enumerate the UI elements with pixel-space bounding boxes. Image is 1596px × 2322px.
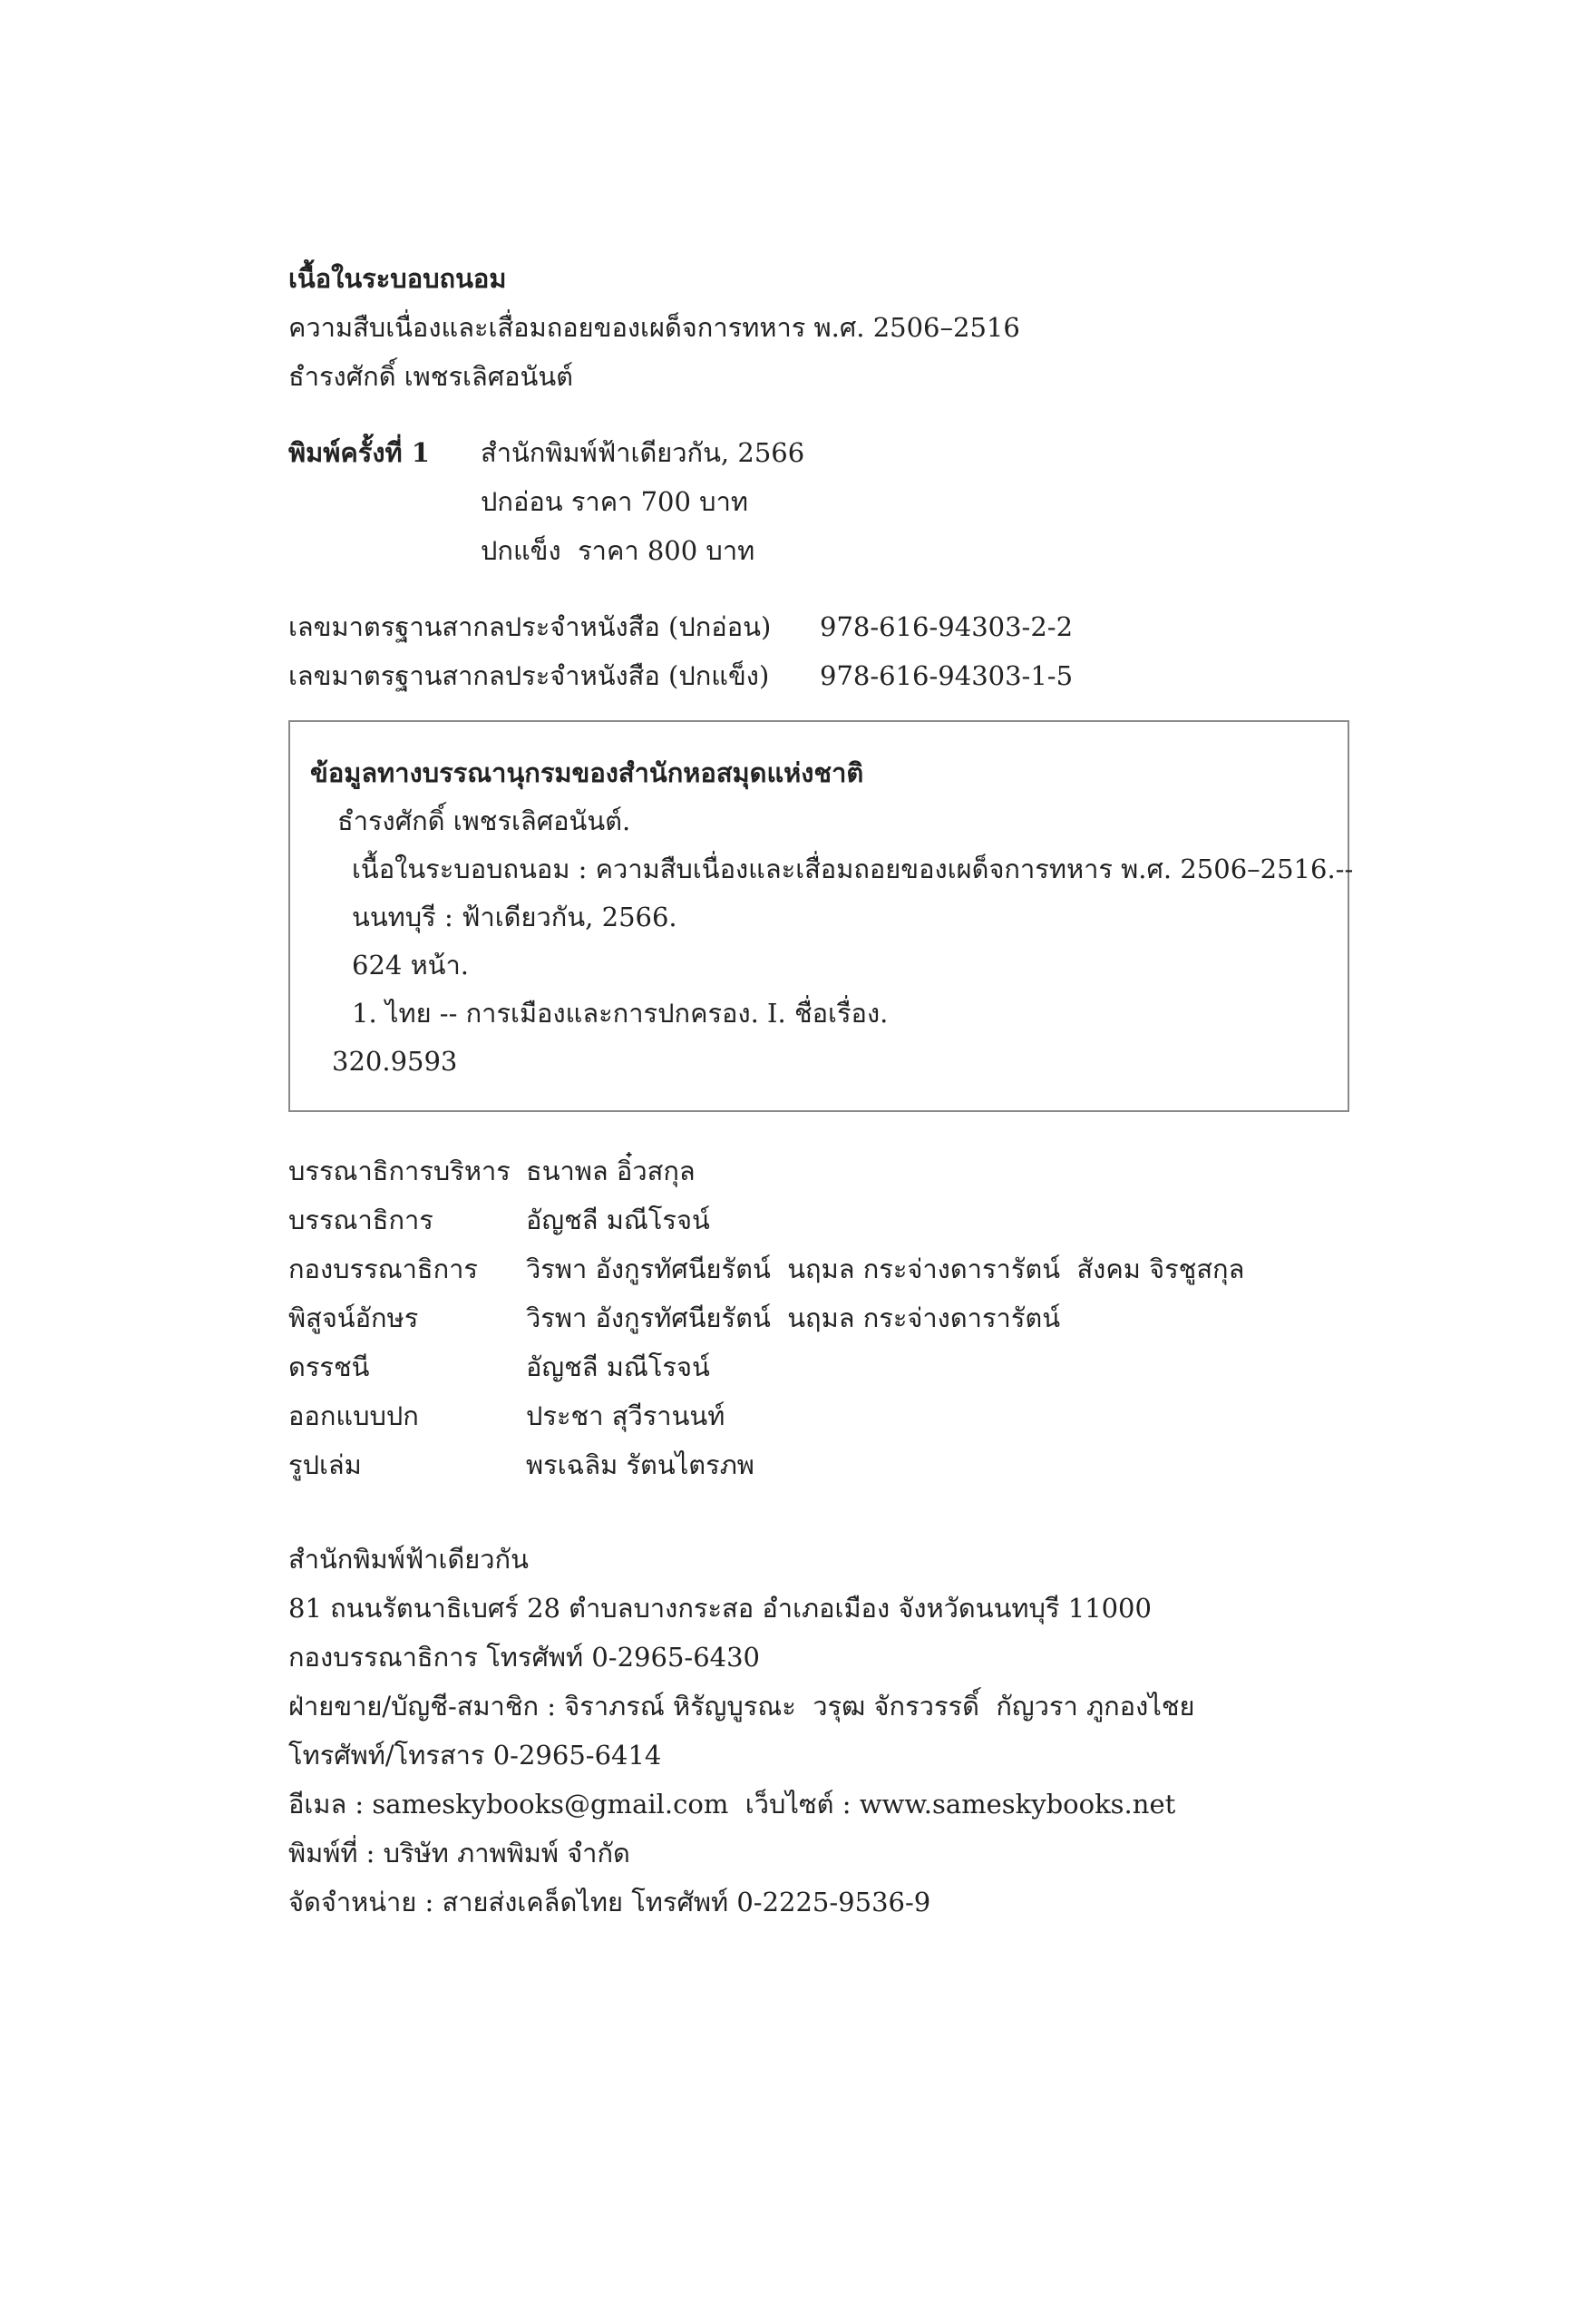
isbn-value: 978-616-94303-1-5 bbox=[820, 660, 1074, 691]
isbn-value: 978-616-94303-2-2 bbox=[820, 611, 1074, 642]
credit-row bbox=[288, 1146, 1358, 1195]
isbn-label: เลขมาตรฐานสากลประจำหนังสือ (ปกแข็ง) bbox=[288, 660, 770, 691]
publisher-editorial-phone: กองบรรณาธิการ โทรศัพท์ 0-2965-6430 bbox=[288, 1642, 761, 1673]
credit-names: อัญชลี มณีโรจน์ bbox=[526, 1205, 710, 1235]
cip-author-entry: ธำรงศักดิ์ เพชรเลิศอนันต์. bbox=[337, 805, 631, 836]
credit-row bbox=[288, 1440, 1358, 1489]
edition-details bbox=[481, 428, 1358, 575]
cip-record-box bbox=[288, 720, 1354, 1112]
cip-classification: 320.9593 bbox=[332, 1046, 458, 1077]
cip-heading: ข้อมูลทางบรรณานุกรมของสำนักหอสมุดแห่งชาติ bbox=[310, 757, 864, 788]
publisher-email-web: อีเมล : sameskybooks@gmail.com เว็บไซต์ : www.sameskybooks.net bbox=[288, 1789, 1176, 1820]
credit-names: วิรพา อังกูรทัศนียรัตน์ นฤมล กระจ่างดารารัตน์ สังคม จิรชูสกุล bbox=[526, 1254, 1245, 1284]
cip-subjects: 1. ไทย -- การเมืองและการปกครอง. I. ชื่อเรื่อง. bbox=[352, 998, 889, 1029]
paperback-price: ปกอ่อน ราคา 700 บาท bbox=[481, 486, 748, 517]
publisher-block bbox=[288, 1535, 1358, 1927]
publisher-printer: พิมพ์ที่ : บริษัท ภาพพิมพ์ จำกัด bbox=[288, 1838, 630, 1868]
book-author: ธำรงศักดิ์ เพชรเลิศอนันต์ bbox=[288, 361, 574, 392]
credit-names: อัญชลี มณีโรจน์ bbox=[526, 1351, 710, 1382]
cip-title-entry: เนื้อในระบอบถนอม : ความสืบเนื่องและเสื่อมถอยของเผด็จการทหาร พ.ศ. 2506–2516.-- bbox=[352, 854, 1354, 884]
isbn-row-paperback bbox=[288, 602, 1358, 651]
credit-row bbox=[288, 1391, 1358, 1440]
credit-row bbox=[288, 1293, 1358, 1342]
isbn-label: เลขมาตรฐานสากลประจำหนังสือ (ปกอ่อน) bbox=[288, 611, 772, 642]
credit-role: บรรณาธิการ bbox=[288, 1205, 433, 1235]
cip-imprint: นนทบุรี : ฟ้าเดียวกัน, 2566. bbox=[352, 902, 677, 932]
credit-names: วิรพา อังกูรทัศนียรัตน์ นฤมล กระจ่างดารารัตน์ bbox=[526, 1302, 1061, 1333]
isbn-row-hardcover bbox=[288, 651, 1358, 700]
credit-role: กองบรรณาธิการ bbox=[288, 1254, 479, 1284]
cip-pages: 624 หน้า. bbox=[352, 950, 470, 981]
credit-role: บรรณาธิการบริหาร bbox=[288, 1156, 511, 1186]
edition-label: พิมพ์ครั้งที่ 1 bbox=[288, 437, 430, 468]
credit-role: ดรรชนี bbox=[288, 1351, 370, 1382]
edition-publisher-year: สำนักพิมพ์ฟ้าเดียวกัน, 2566 bbox=[481, 437, 805, 468]
credit-names: ธนาพล อิ๋วสกุล bbox=[526, 1156, 696, 1186]
publisher-phone-fax: โทรศัพท์/โทรสาร 0-2965-6414 bbox=[288, 1740, 662, 1771]
credit-names: ประชา สุวีรานนท์ bbox=[526, 1400, 725, 1431]
publisher-sales: ฝ่ายขาย/บัญชี-สมาชิก : จิราภรณ์ หิรัญบูรณะ วรุฒ จักรวรรดิ์ กัญวรา ภูกองไชย bbox=[288, 1691, 1195, 1722]
book-title: เนื้อในระบอบถนอม bbox=[288, 263, 507, 294]
page-content bbox=[288, 254, 1358, 1927]
credit-role: รูปเล่ม bbox=[288, 1449, 362, 1480]
credit-role: พิสูจน์อักษร bbox=[288, 1302, 419, 1333]
book-subtitle: ความสืบเนื่องและเสื่อมถอยของเผด็จการทหาร พ.ศ. 2506–2516 bbox=[288, 312, 1020, 343]
publisher-address: 81 ถนนรัตนาธิเบศร์ 28 ตำบลบางกระสอ อำเภอเมือง จังหวัดนนทบุรี 11000 bbox=[288, 1593, 1152, 1624]
edition-block bbox=[288, 428, 1358, 575]
credit-row bbox=[288, 1195, 1358, 1244]
isbn-block bbox=[288, 602, 1358, 700]
credit-row bbox=[288, 1244, 1358, 1293]
credit-names: พรเฉลิม รัตนไตรภพ bbox=[526, 1449, 754, 1480]
publisher-distributor: จัดจำหน่าย : สายส่งเคล็ดไทย โทรศัพท์ 0-2225-9536-9 bbox=[288, 1887, 931, 1917]
credit-row bbox=[288, 1342, 1358, 1391]
hardcover-price: ปกแข็ง ราคา 800 บาท bbox=[481, 535, 755, 566]
credits-block bbox=[288, 1146, 1358, 1489]
publisher-name: สำนักพิมพ์ฟ้าเดียวกัน bbox=[288, 1544, 529, 1575]
credit-role: ออกแบบปก bbox=[288, 1400, 419, 1431]
